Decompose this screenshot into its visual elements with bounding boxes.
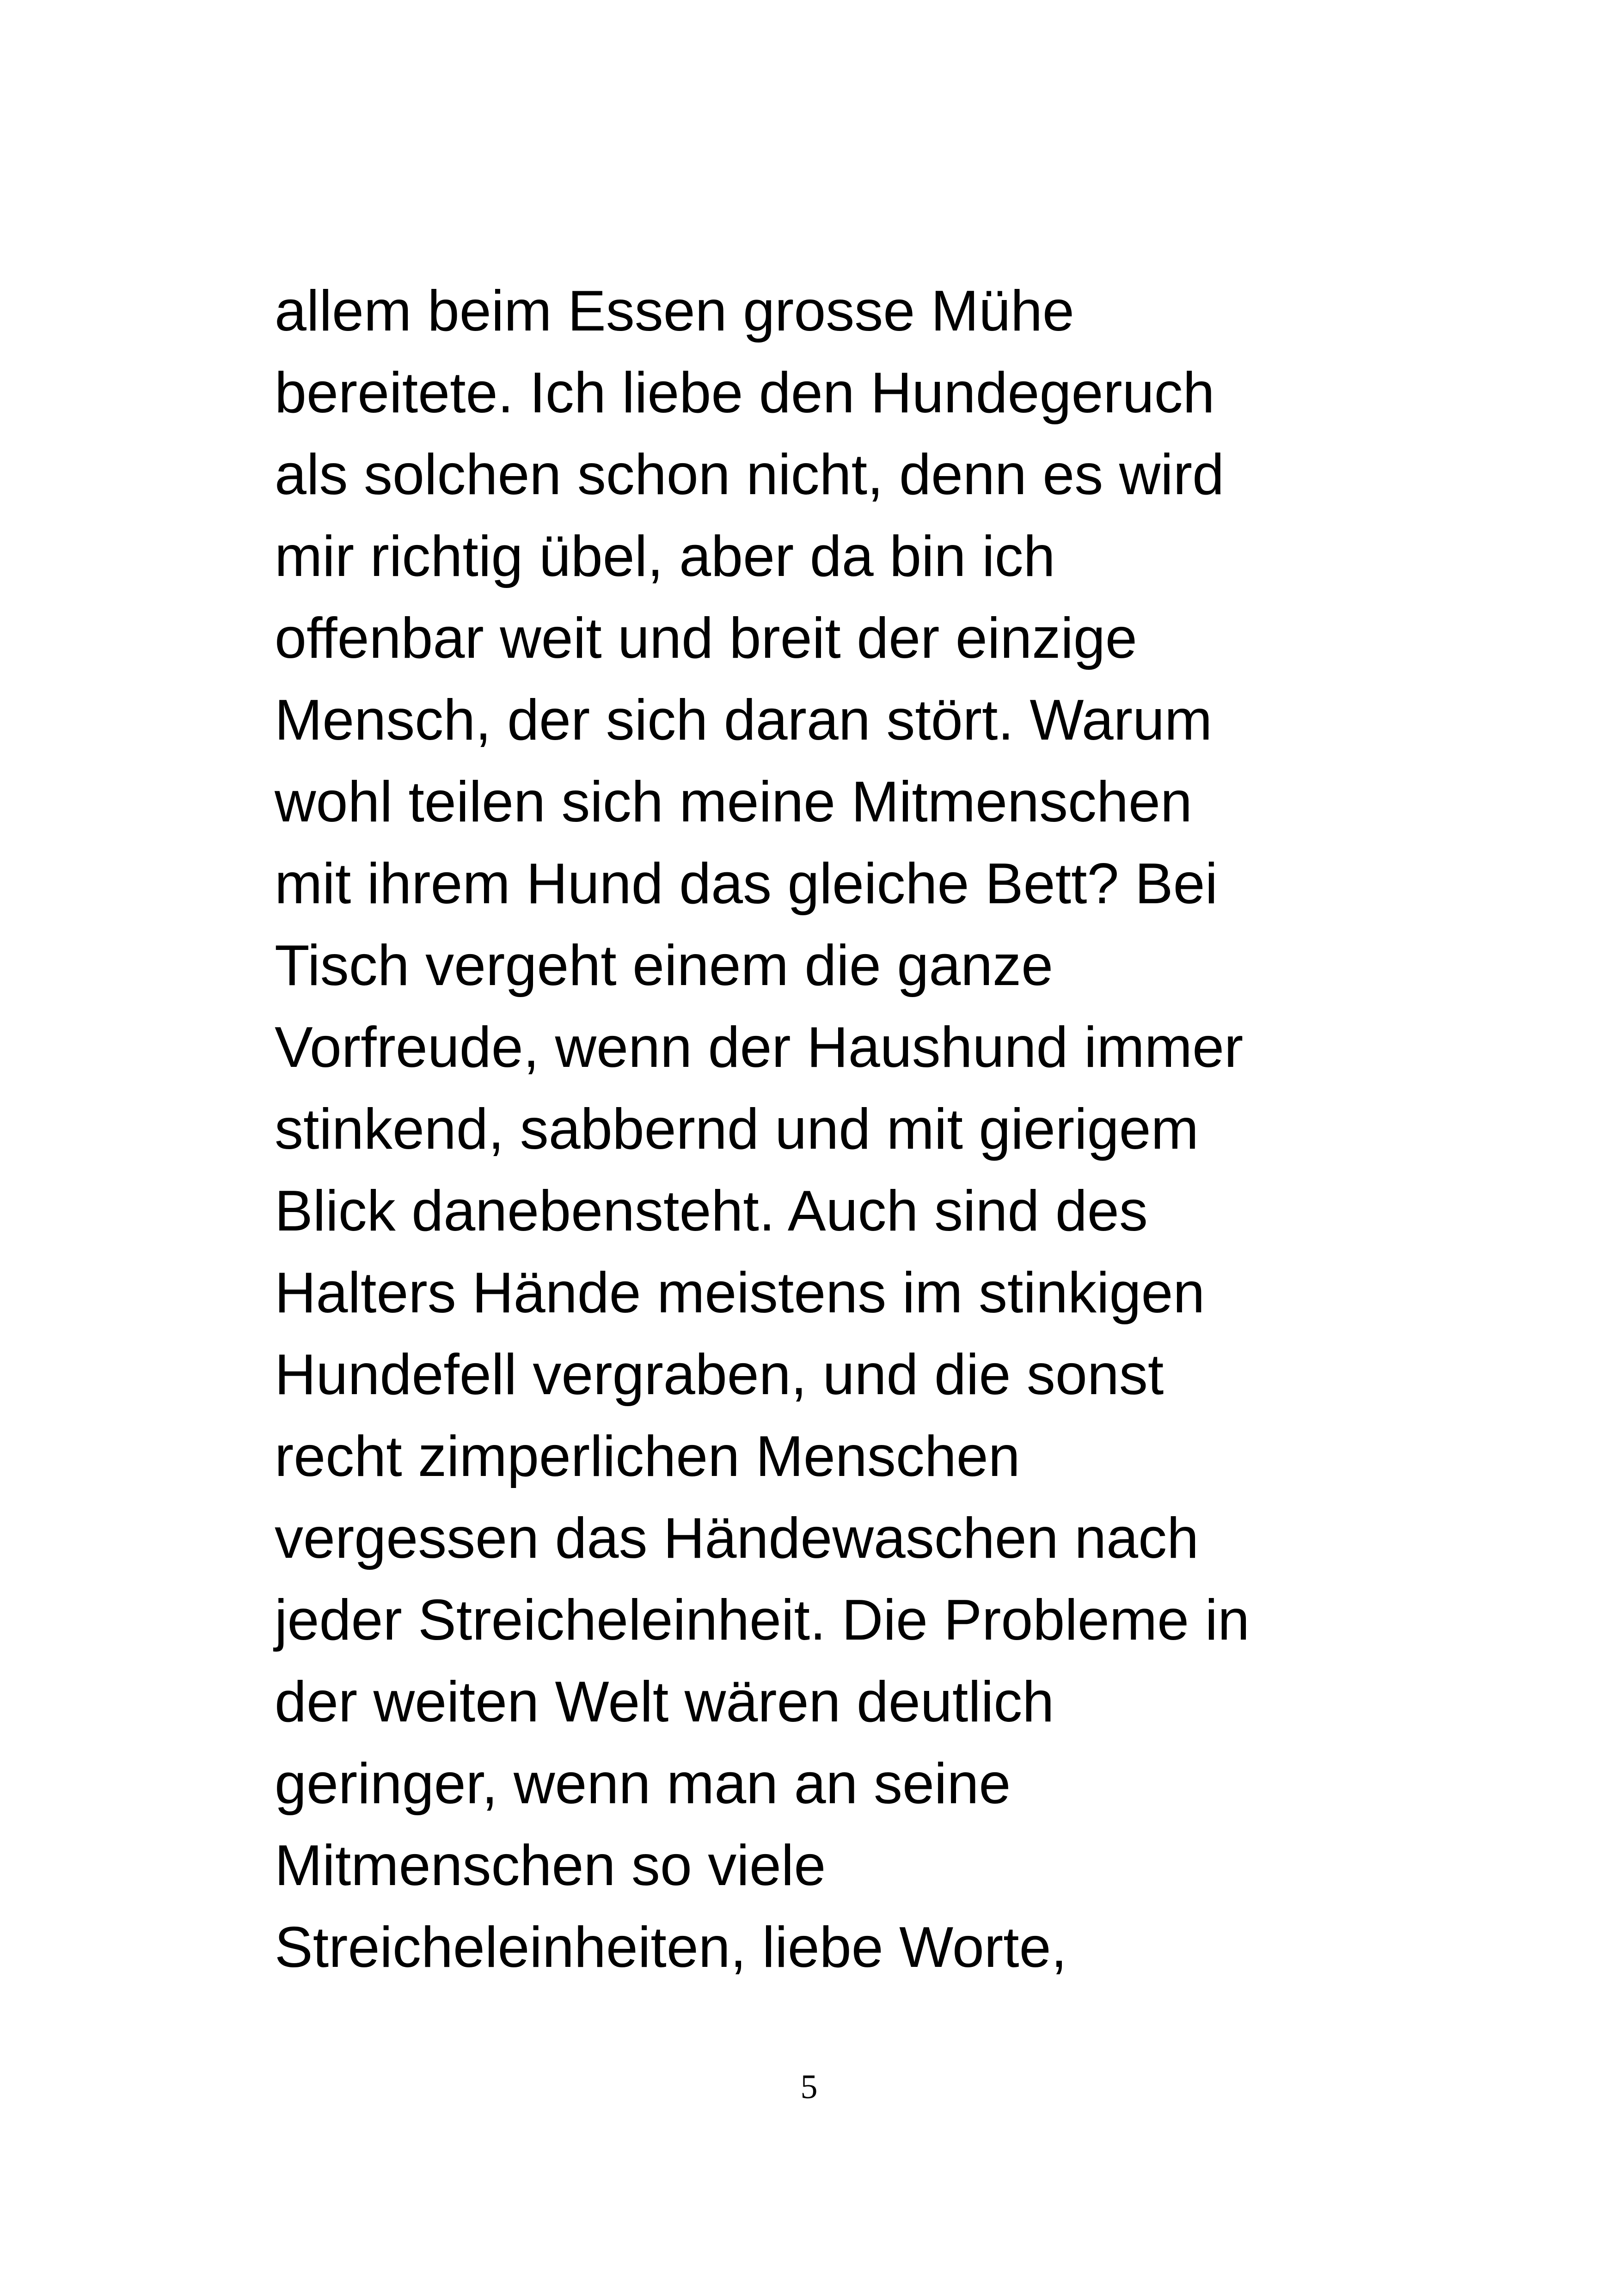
text-line: Blick danebensteht. Auch sind des	[275, 1179, 1148, 1243]
text-line: geringer, wenn man an seine	[275, 1752, 1011, 1816]
body-paragraph	[275, 270, 1477, 1989]
text-line: bereitete. Ich liebe den Hundegeruch	[275, 361, 1215, 425]
text-line: mir richtig übel, aber da bin ich	[275, 525, 1055, 588]
text-line: der weiten Welt wären deutlich	[275, 1670, 1054, 1734]
text-line: offenbar weit und breit der einzige	[275, 606, 1137, 670]
text-line: stinkend, sabbernd und mit gierigem	[275, 1097, 1199, 1161]
text-line: jeder Streicheleinheit. Die Probleme in	[275, 1588, 1250, 1652]
text-line: mit ihrem Hund das gleiche Bett? Bei	[275, 852, 1218, 916]
text-line: vergessen das Händewaschen nach	[275, 1506, 1199, 1570]
text-line: Mitmenschen so viele	[275, 1834, 826, 1898]
text-line: Hundefell vergraben, und die sonst	[275, 1343, 1164, 1407]
text-line: Streicheleinheiten, liebe Worte,	[275, 1916, 1067, 1979]
text-line: Vorfreude, wenn der Haushund immer	[275, 1016, 1244, 1079]
text-line: als solchen schon nicht, denn es wird	[275, 443, 1225, 507]
text-line: Mensch, der sich daran stört. Warum	[275, 688, 1213, 752]
text-line: Tisch vergeht einem die ganze	[275, 934, 1054, 998]
text-line: wohl teilen sich meine Mitmenschen	[275, 770, 1192, 834]
text-line: Halters Hände meistens im stinkigen	[275, 1261, 1205, 1325]
page-number: 5	[800, 2068, 818, 2106]
text-line: recht zimperlichen Menschen	[275, 1425, 1020, 1488]
text-line: allem beim Essen grosse Mühe	[275, 279, 1074, 343]
